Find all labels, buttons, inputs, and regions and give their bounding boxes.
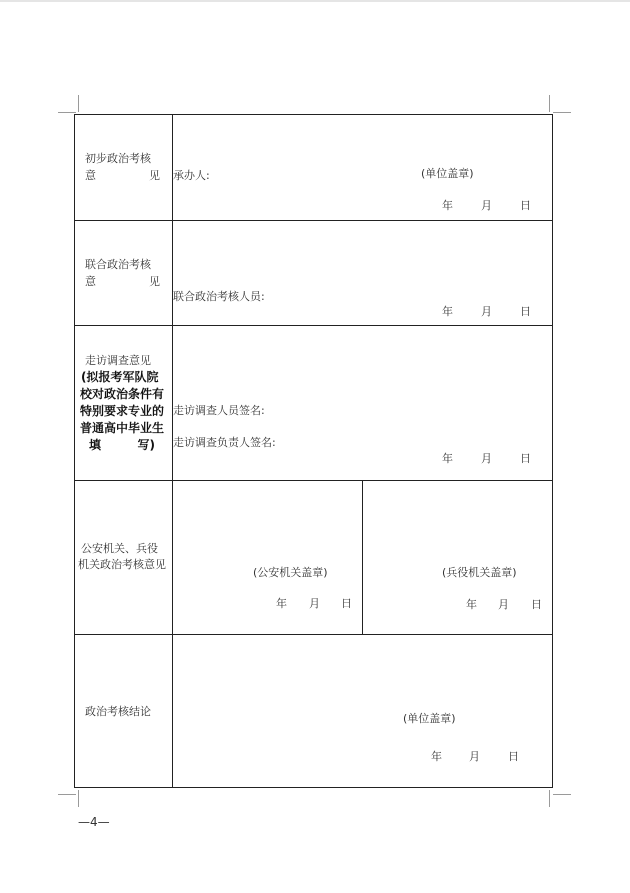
crop-mark-top-right xyxy=(549,95,550,112)
row-divider xyxy=(75,325,552,326)
row5-date-day: 日 xyxy=(508,750,519,763)
row4-military-seal: (兵役机关盖章) xyxy=(442,566,517,579)
crop-mark-bottom-right xyxy=(553,794,571,795)
row3-note-line5: 填 写) xyxy=(89,438,155,452)
row2-date-month: 月 xyxy=(481,305,492,318)
row4-police-date-day: 日 xyxy=(341,597,352,610)
row1-date-year: 年 xyxy=(442,199,453,212)
row3-leader-sign-field[interactable]: 走访调查负责人签名: xyxy=(173,436,276,449)
row3-investigator-sign-field[interactable]: 走访调查人员签名: xyxy=(173,404,265,417)
crop-mark-bottom-left xyxy=(58,794,76,795)
row1-date-day: 日 xyxy=(520,199,531,212)
political-review-form xyxy=(74,114,553,788)
row3-note-line3: 特别要求专业的 xyxy=(80,404,165,418)
row1-label-line1: 初步政治考核 xyxy=(85,152,151,165)
row-divider xyxy=(75,220,552,221)
row3-note-line4: 普通高中毕业生 xyxy=(80,421,165,435)
row2-label-line2: 意 见 xyxy=(85,275,160,288)
row3-date-year: 年 xyxy=(442,452,453,465)
row2-date-year: 年 xyxy=(442,305,453,318)
row4-military-date-year: 年 xyxy=(466,598,477,611)
row5-seal: (单位盖章) xyxy=(403,712,456,725)
row4-military-date-day: 日 xyxy=(531,598,542,611)
row1-handler-field[interactable]: 承办人: xyxy=(173,169,210,182)
top-edge xyxy=(0,0,630,2)
crop-mark-top-left xyxy=(78,95,79,112)
row3-note-line1: (拟报考军队院 xyxy=(81,370,159,384)
row5-label: 政治考核结论 xyxy=(85,705,151,718)
crop-mark-top-right xyxy=(553,112,571,113)
row4-police-date-month: 月 xyxy=(309,597,320,610)
row3-note-line2: 校对政治条件有 xyxy=(80,387,165,401)
split-column-divider xyxy=(362,481,363,634)
row3-date-month: 月 xyxy=(481,452,492,465)
row2-members-field[interactable]: 联合政治考核人员: xyxy=(173,290,265,303)
row1-seal: (单位盖章) xyxy=(421,167,474,180)
row5-date-year: 年 xyxy=(431,750,442,763)
crop-mark-bottom-left xyxy=(78,790,79,807)
row-divider xyxy=(75,480,552,481)
crop-mark-bottom-right xyxy=(549,790,550,807)
row4-label-line2: 机关政治考核意见 xyxy=(78,558,166,571)
row2-date-day: 日 xyxy=(520,305,531,318)
row3-label-line1: 走访调查意见 xyxy=(85,354,151,367)
row4-label-line1: 公安机关、兵役 xyxy=(81,542,158,555)
row5-date-month: 月 xyxy=(469,750,480,763)
row4-police-seal: (公安机关盖章) xyxy=(253,566,328,579)
row-divider xyxy=(75,634,552,635)
row1-label-line2: 意 见 xyxy=(85,169,160,182)
row4-military-date-month: 月 xyxy=(498,598,509,611)
row1-date-month: 月 xyxy=(481,199,492,212)
row3-date-day: 日 xyxy=(520,452,531,465)
label-column-divider xyxy=(172,115,173,787)
crop-mark-top-left xyxy=(58,112,76,113)
row4-police-date-year: 年 xyxy=(276,597,287,610)
page-number: —4— xyxy=(78,815,110,829)
row2-label-line1: 联合政治考核 xyxy=(85,258,151,271)
